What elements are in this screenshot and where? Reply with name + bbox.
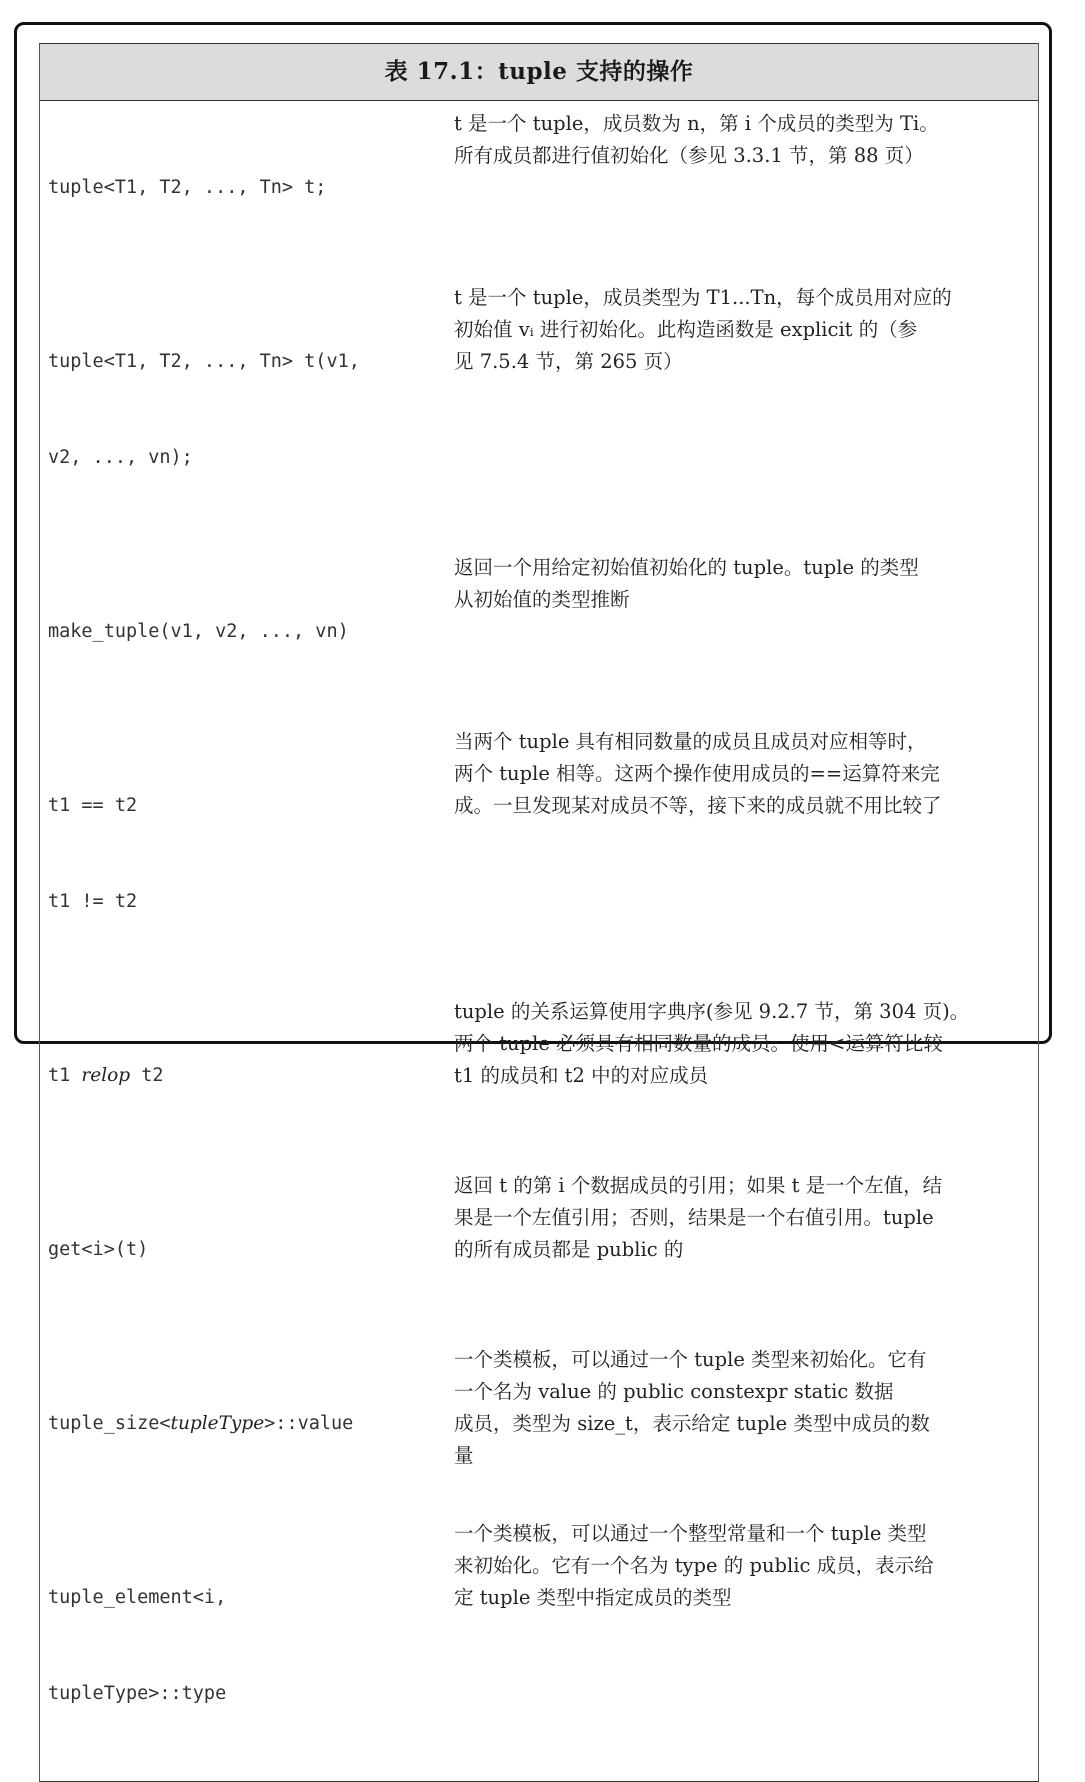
description-line: 从初始值的类型推断 (454, 588, 630, 611)
description-line: 量 (454, 1444, 474, 1467)
operation-cell (40, 1518, 430, 1774)
description-cell (430, 108, 1030, 268)
table-caption: 表 17.1：tuple 支持的操作 (40, 44, 1038, 101)
description-line: 的所有成员都是 public 的 (454, 1238, 684, 1261)
operation-text: t2 (130, 1065, 164, 1086)
description-cell (430, 1518, 1030, 1774)
page-frame (14, 22, 1052, 1704)
description-line: 一个类模板，可以通过一个整型常量和一个 tuple 类型 (454, 1522, 927, 1545)
operation-cell (40, 108, 430, 268)
description-line: 当两个 tuple 具有相同数量的成员且成员对应相等时， (454, 730, 927, 753)
description-line: 一个名为 value 的 public constexpr static 数据 (454, 1380, 894, 1403)
table-row (40, 101, 1038, 275)
operation-line: get<i>(t) (48, 1239, 149, 1260)
description-line: 成员，类型为 size_t，表示给定 tuple 类型中成员的数 (454, 1412, 930, 1435)
description-line: tuple 的关系运算使用字典序(参见 9.2.7 节，第 304 页)。 (454, 1000, 970, 1023)
description-cell (430, 1170, 1030, 1330)
operation-placeholder: relop (81, 1065, 131, 1086)
operation-placeholder: tupleType (170, 1413, 265, 1434)
description-line: 定 tuple 类型中指定成员的类型 (454, 1586, 732, 1609)
table-row (40, 1511, 1038, 1781)
description-line: 返回一个用给定初始值初始化的 tuple。tuple 的类型 (454, 556, 919, 579)
operation-line: tuple_element<i, (48, 1587, 227, 1608)
table-row (40, 1337, 1038, 1511)
operation-line: tuple<T1, T2, ..., Tn> t(v1, (48, 351, 360, 372)
description-line: 初始值 vᵢ 进行初始化。此构造函数是 explicit 的（参 (454, 318, 918, 341)
table-row (40, 1163, 1038, 1337)
operation-text: t1 (48, 1065, 82, 1086)
operation-cell (40, 996, 430, 1156)
operation-cell (40, 282, 430, 538)
table-row (40, 989, 1038, 1163)
description-line: 见 7.5.4 节，第 265 页） (454, 350, 683, 373)
operation-cell (40, 1170, 430, 1330)
operation-line: t1 == t2 (48, 795, 138, 816)
description-cell (430, 282, 1030, 538)
description-cell (430, 996, 1030, 1156)
operation-line: tupleType>::type (48, 1683, 227, 1704)
description-line: 果是一个左值引用；否则，结果是一个右值引用。tuple (454, 1206, 934, 1229)
description-line: 一个类模板，可以通过一个 tuple 类型来初始化。它有 (454, 1348, 927, 1371)
description-line: 所有成员都进行值初始化（参见 3.3.1 节，第 88 页） (454, 144, 924, 167)
operation-cell (40, 1344, 430, 1504)
operation-line: t1 != t2 (48, 891, 138, 912)
table-row (40, 545, 1038, 719)
table-row (40, 719, 1038, 989)
table-row (40, 275, 1038, 545)
description-line: 返回 t 的第 i 个数据成员的引用；如果 t 是一个左值，结 (454, 1174, 943, 1197)
operation-line: make_tuple(v1, v2, ..., vn) (48, 621, 349, 642)
description-line: t1 的成员和 t2 中的对应成员 (454, 1064, 709, 1087)
operation-line: v2, ..., vn); (48, 447, 193, 468)
tuple-operations-table (39, 43, 1039, 1782)
description-line: 两个 tuple 相等。这两个操作使用成员的==运算符来完 (454, 762, 940, 785)
operation-text: tuple_size< (48, 1413, 171, 1434)
description-cell (430, 1344, 1030, 1504)
operation-line: tuple<T1, T2, ..., Tn> t; (48, 177, 327, 198)
description-line: t 是一个 tuple，成员类型为 T1...Tn，每个成员用对应的 (454, 286, 952, 309)
operation-line (48, 1060, 422, 1092)
description-cell (430, 552, 1030, 712)
operation-line (48, 1408, 422, 1440)
operation-text: >::value (264, 1413, 354, 1434)
description-line: t 是一个 tuple，成员数为 n，第 i 个成员的类型为 Ti。 (454, 112, 939, 135)
operation-cell (40, 726, 430, 982)
description-line: 来初始化。它有一个名为 type 的 public 成员，表示给 (454, 1554, 934, 1577)
description-cell (430, 726, 1030, 982)
description-line: 成。一旦发现某对成员不等，接下来的成员就不用比较了 (454, 794, 942, 817)
operation-cell (40, 552, 430, 712)
description-line: 两个 tuple 必须具有相同数量的成员。使用<运算符比较 (454, 1032, 943, 1055)
